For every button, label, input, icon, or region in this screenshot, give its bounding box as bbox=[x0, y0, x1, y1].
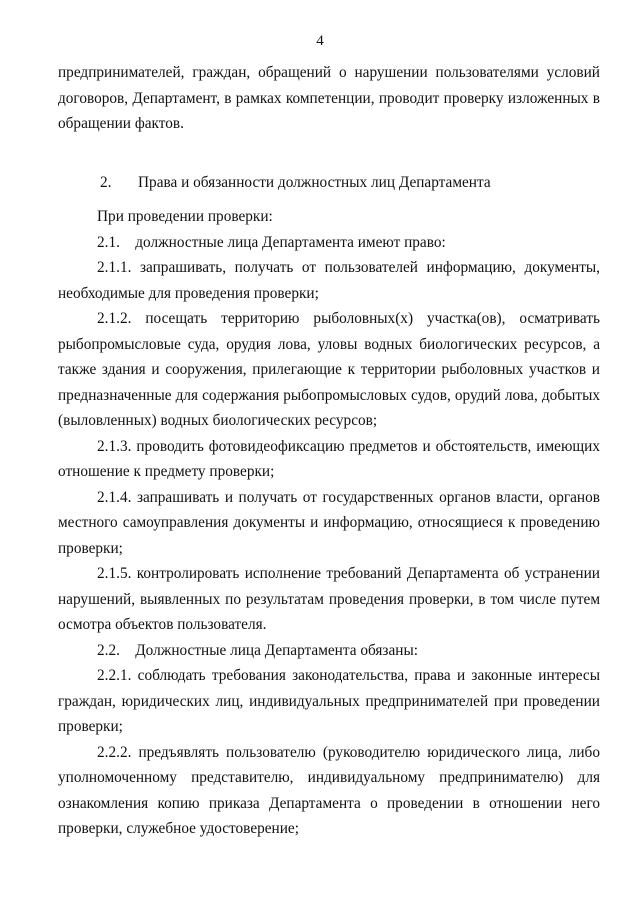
paragraph-2-1-1: 2.1.1. запрашивать, получать от пользователей информацию, документы, необходимые для проведения проверки; bbox=[58, 259, 600, 302]
paragraph-lead: При проведении проверки: bbox=[97, 208, 273, 225]
paragraph-intro: предпринимателей, граждан, обращений о нарушении пользователями условий договоров, Департамент, в рамках компетенции, проводит проверку изложенных в обращении фактов. bbox=[58, 64, 600, 132]
section-body bbox=[58, 204, 600, 842]
paragraph-2-2-2: 2.2.2. предъявлять пользователю (руководителю юридического лица, либо уполномоченному представителю, индивидуальному предпринимателю) для ознакомления копию приказа Департамента о проведении в отношении него проверки, служебное удостоверение; bbox=[58, 743, 600, 837]
section-title: Права и обязанности должностных лиц Департамента bbox=[138, 174, 491, 191]
intro-paragraph bbox=[58, 60, 600, 137]
page-number: 4 bbox=[316, 33, 324, 49]
paragraph-2-2-1: 2.2.1. соблюдать требования законодательства, права и законные интересы граждан, юридических лиц, индивидуальных предпринимателей при проведении проверки; bbox=[58, 667, 600, 735]
paragraph-2-1: 2.1. должностные лица Департамента имеют право: bbox=[97, 233, 446, 251]
paragraph-2-2: 2.2. Должностные лица Департамента обязаны: bbox=[97, 641, 418, 659]
section-number: 2. bbox=[100, 174, 112, 191]
paragraph-2-1-4: 2.1.4. запрашивать и получать от государственных органов власти, органов местного самоуправления документы и информацию, относящиеся к проведению проверки; bbox=[58, 488, 600, 557]
paragraph-2-1-5: 2.1.5. контролировать исполнение требований Департамента об устранении нарушений, выявленных по результатам проведения проверки, в том числе путем осмотра объектов пользователя. bbox=[58, 565, 600, 633]
paragraph-2-1-2: 2.1.2. посещать территорию рыболовных(х) участка(ов), осматривать рыбопромысловые суда, орудия лова, уловы водных биологических ресурсов, а также здания и сооружения, прилегающие к территории рыболовных участков и предназначенные для содержания рыбопромысловых судов, орудий лова, добытых (выловленных) водных биологических ресурсов; bbox=[58, 310, 600, 429]
section-heading bbox=[100, 170, 600, 195]
paragraph-2-1-3: 2.1.3. проводить фотовидеофиксацию предметов и обстоятельств, имеющих отношение к предмету проверки; bbox=[58, 437, 600, 480]
